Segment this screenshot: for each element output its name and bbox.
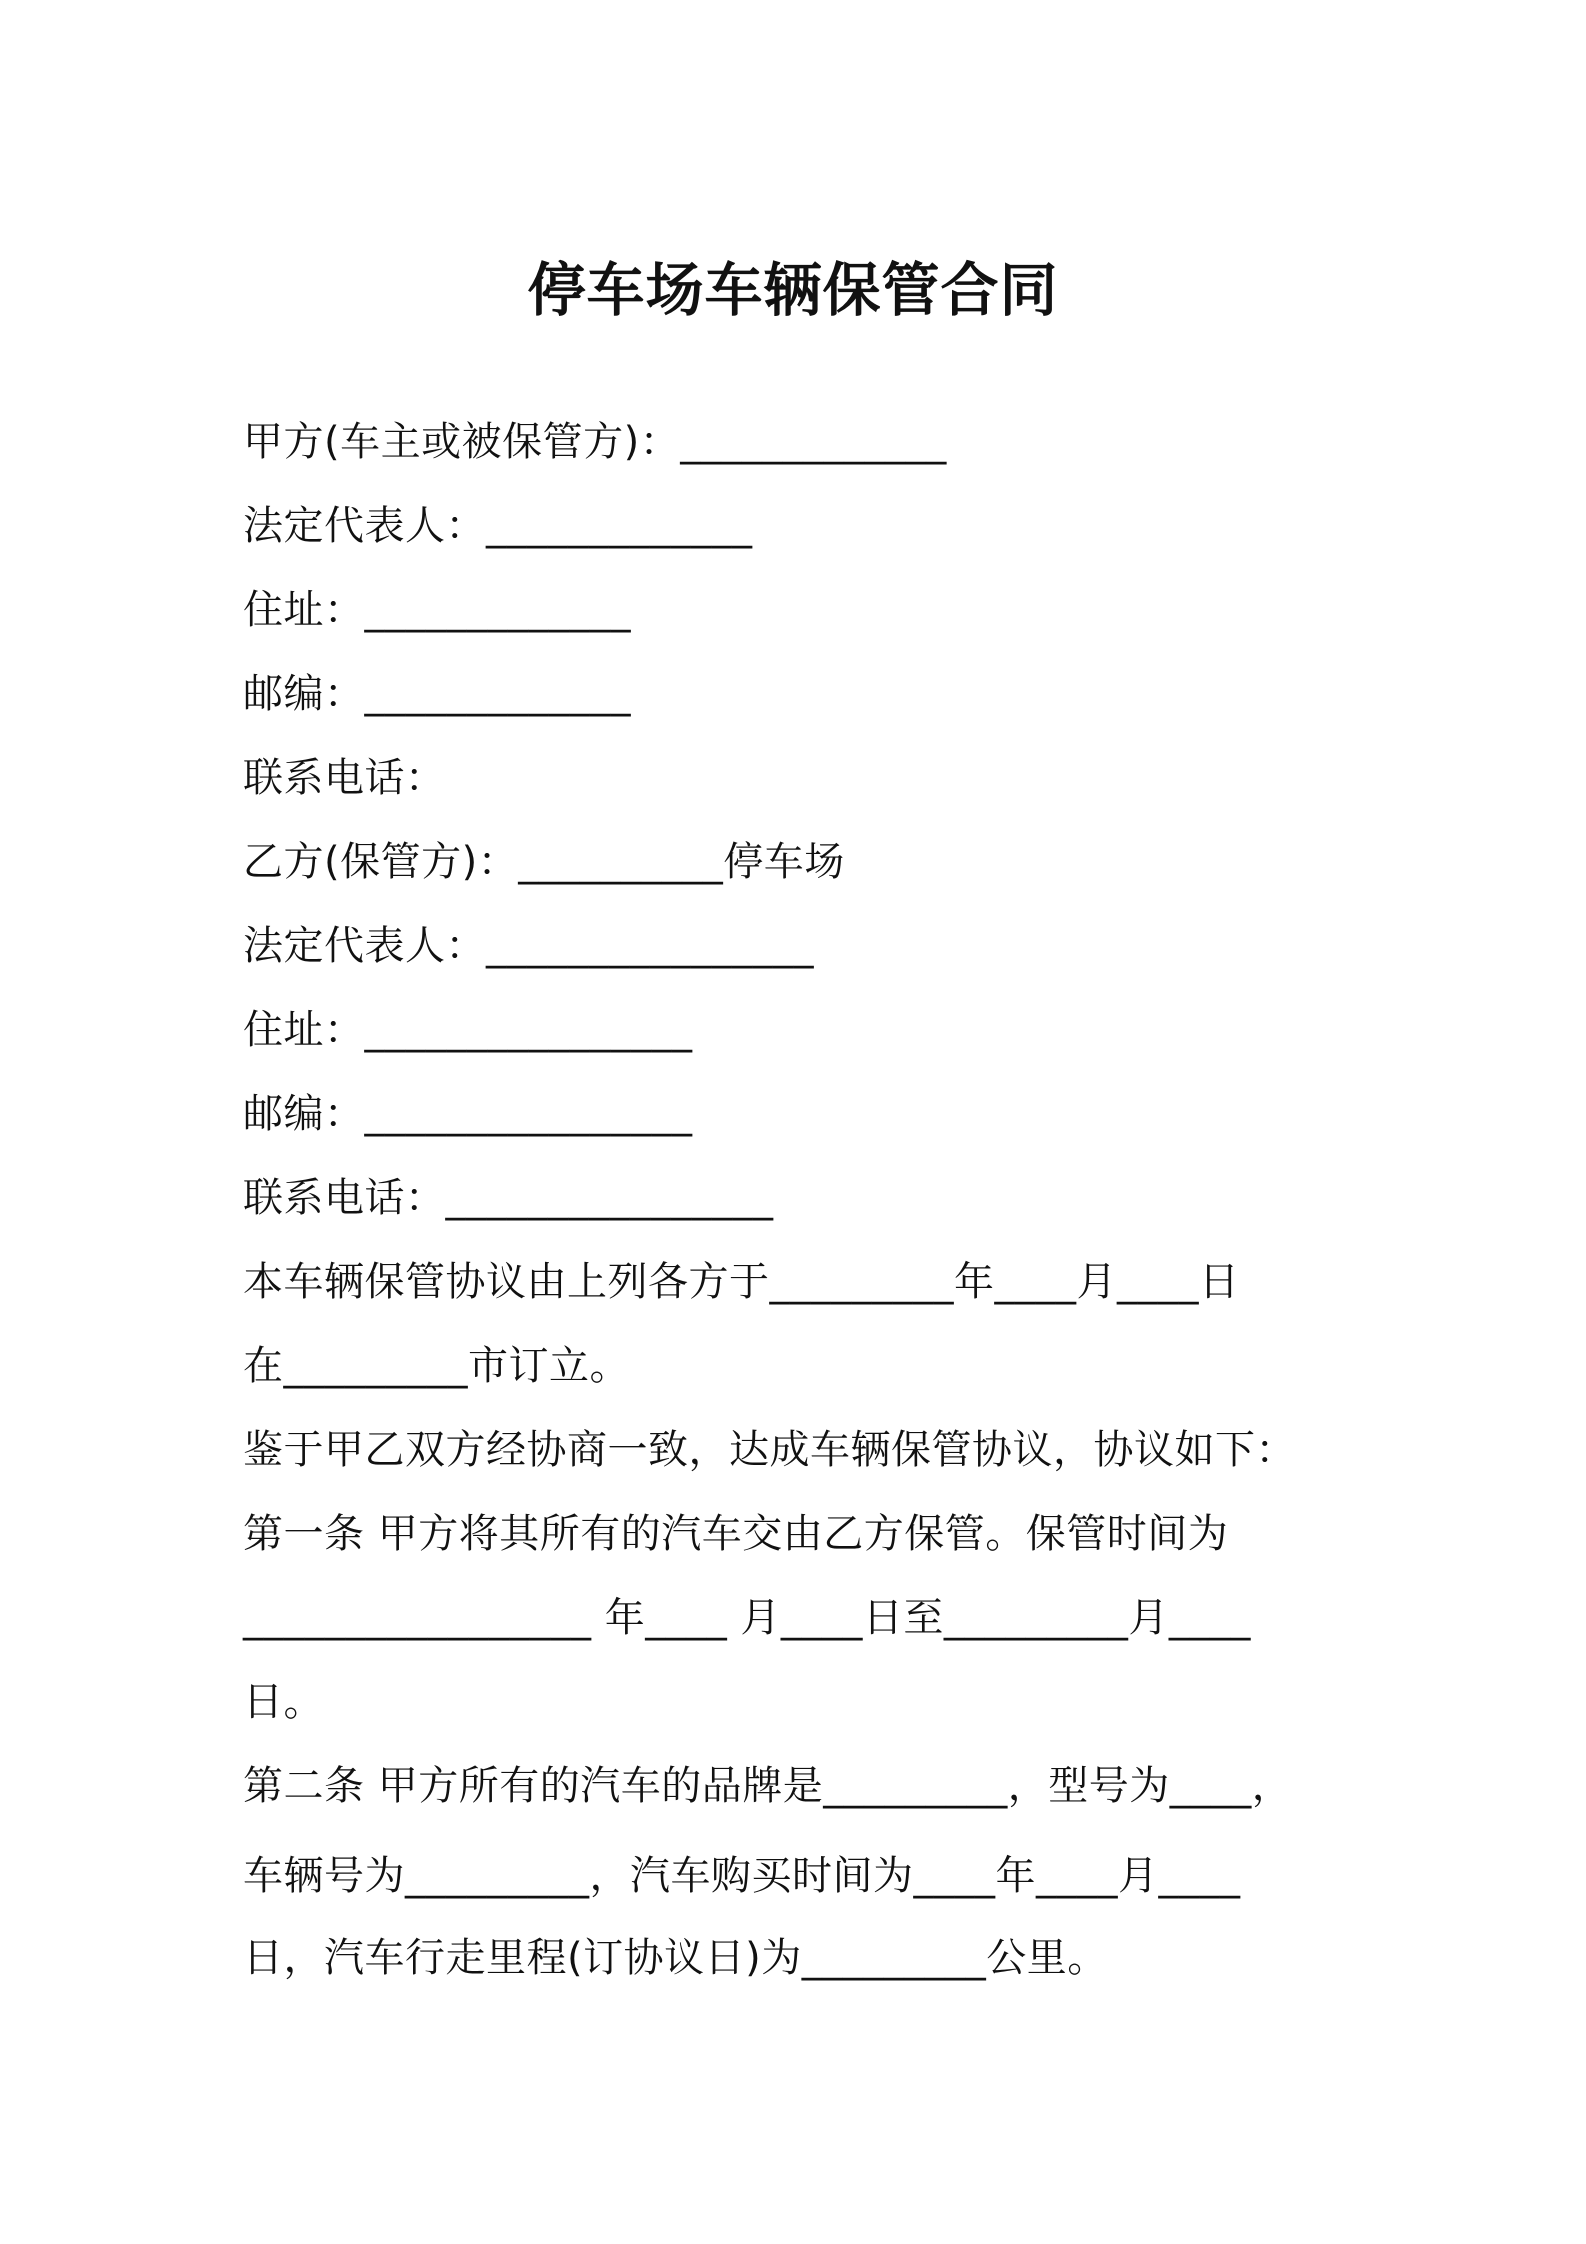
party-a-phone: 联系电话： [243, 755, 446, 801]
party-a-line: 甲方(车主或被保管方)：_____________ [243, 419, 947, 465]
article-one-line-2: _________________ 年____ 月____日至_________月____ [243, 1595, 1251, 1641]
party-a-legal-representative: 法定代表人：_____________ [243, 503, 753, 549]
party-b-address: 住址：________________ [243, 1007, 693, 1053]
party-b-legal-representative: 法定代表人：________________ [243, 923, 814, 969]
article-one-line-1: 第一条 甲方将其所有的汽车交由乙方保管。保管时间为 [243, 1511, 1229, 1557]
document-title: 停车场车辆保管合同 [527, 256, 1059, 324]
party-a-address: 住址：_____________ [243, 587, 631, 633]
agreement-place-line: 在_________市订立。 [243, 1343, 630, 1389]
article-two-line-1: 第二条 甲方所有的汽车的品牌是_________，型号为____， [243, 1763, 1293, 1809]
agreement-date-line: 本车辆保管协议由上列各方于_________年____月____日 [243, 1259, 1240, 1305]
agreement-intro: 鉴于甲乙双方经协商一致，达成车辆保管协议，协议如下： [243, 1427, 1296, 1473]
party-a-postcode: 邮编：_____________ [243, 671, 631, 717]
party-b-postcode: 邮编：________________ [243, 1091, 693, 1137]
article-two-line-3: 日，汽车行走里程(订协议日)为_________公里。 [243, 1935, 1108, 1981]
article-one-line-3: 日。 [243, 1679, 324, 1725]
article-two-line-2: 车辆号为_________，汽车购买时间为____年____月____ [243, 1853, 1241, 1899]
party-b-phone: 联系电话：________________ [243, 1175, 774, 1221]
party-b-line: 乙方(保管方)：__________停车场 [243, 839, 845, 885]
